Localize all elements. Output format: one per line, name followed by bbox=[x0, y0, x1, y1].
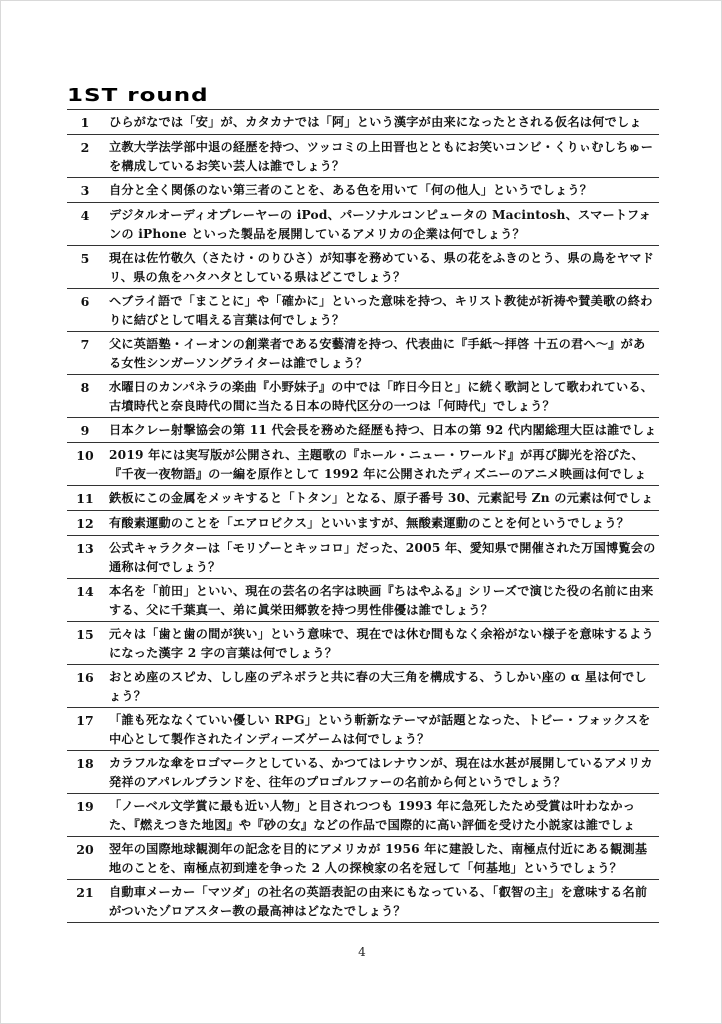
question-number: 17 bbox=[76, 713, 94, 728]
question-row bbox=[67, 486, 659, 511]
question-number: 6 bbox=[80, 294, 90, 309]
question-text: 父に英語塾・イーオンの創業者である安藝清を持つ、代表曲に『手紙～拝啓 十五の君へ～』がある女性シンガーソングライターは誰でしょう？ bbox=[109, 337, 646, 370]
question-number: 18 bbox=[76, 756, 94, 771]
question-text: デジタルオーディオプレーヤーの iPod、パーソナルコンピュータの Macintosh、スマートフォンの iPhone といった製品を展開しているアメリカの企業は何でしょう？ bbox=[109, 208, 652, 241]
question-text: 2019 年には実写版が公開され、主題歌の『ホール・ニュー・ワールド』が再び脚光を浴びた、『千夜一夜物語』の一編を原作として 1992 年に公開されたディズニーのアニメ映画は何でしょ bbox=[109, 448, 647, 481]
question-row bbox=[67, 794, 659, 837]
question-number: 9 bbox=[80, 423, 90, 438]
question-text: 立教大学法学部中退の経歴を持つ、ツッコミの上田晋也とともにお笑いコンビ・くりぃむしちゅーを構成しているお笑い芸人は誰でしょう？ bbox=[109, 140, 654, 173]
question-number: 8 bbox=[80, 380, 90, 395]
question-row bbox=[67, 751, 659, 794]
question-table bbox=[67, 109, 659, 923]
question-text: 公式キャラクターは「モリゾーとキッコロ」だった、2005 年、愛知県で開催された万国博覧会の通称は何でしょう？ bbox=[109, 541, 656, 574]
question-text: 現在は佐竹敬久（さたけ・のりひさ）が知事を務めている、県の花をふきのとう、県の鳥をヤマドリ、県の魚をハタハタとしている県はどこでしょう？ bbox=[109, 251, 655, 284]
question-text: 有酸素運動のことを「エアロビクス」といいますが、無酸素運動のことを何というでしょう？ bbox=[109, 516, 630, 530]
question-row bbox=[67, 443, 659, 486]
question-number: 16 bbox=[76, 670, 94, 685]
question-text: 「誰も死ななくていい優しい RPG」という斬新なテーマが話題となった、トビー・フォックスを中心として製作されたインディーズゲームは何でしょう？ bbox=[109, 713, 651, 746]
question-row bbox=[67, 880, 659, 923]
question-row bbox=[67, 375, 659, 418]
question-number: 21 bbox=[76, 885, 94, 900]
question-row bbox=[67, 203, 659, 246]
question-row bbox=[67, 665, 659, 708]
question-number: 5 bbox=[80, 251, 90, 266]
question-row bbox=[67, 622, 659, 665]
question-number: 7 bbox=[80, 337, 90, 352]
question-row bbox=[67, 246, 659, 289]
question-row bbox=[67, 418, 659, 443]
question-number: 3 bbox=[80, 183, 90, 198]
question-text: 本名を「前田」といい、現在の芸名の名字は映画『ちはやふる』シリーズで演じた役の名前に由来する、父に千葉真一、弟に眞栄田郷敦を持つ男性俳優は誰でしょう？ bbox=[109, 584, 654, 617]
question-row bbox=[67, 579, 659, 622]
question-row bbox=[67, 135, 659, 178]
question-text: ヘブライ語で「まことに」や「確かに」といった意味を持つ、キリスト教徒が祈祷や賛美歌の終わりに結びとして唱える言葉は何でしょう？ bbox=[109, 294, 653, 327]
question-row bbox=[67, 511, 659, 536]
page-number: 4 bbox=[358, 945, 366, 959]
question-number: 14 bbox=[76, 584, 94, 599]
question-number: 11 bbox=[76, 491, 94, 506]
question-number: 1 bbox=[80, 115, 90, 130]
question-text: 元々は「歯と歯の間が狭い」という意味で、現在では休む間もなく余裕がない様子を意味するようになった漢字 2 字の言葉は何でしょう？ bbox=[109, 627, 654, 660]
question-text: 日本クレー射撃協会の第 11 代会長を務めた経歴も持つ、日本の第 92 代内閣総理大臣は誰でしょ bbox=[109, 423, 657, 437]
question-text: 自分と全く関係のない第三者のことを、ある色を用いて「何の他人」というでしょう？ bbox=[109, 183, 593, 197]
question-row bbox=[67, 837, 659, 880]
question-text: ひらがなでは「安」が、カタカナでは「阿」という漢字が由来になったとされる仮名は何でしょ bbox=[109, 115, 642, 129]
question-text: 鉄板にこの金属をメッキすると「トタン」となる、原子番号 30、元素記号 Zn の元素は何でしょ bbox=[109, 491, 654, 505]
question-number: 13 bbox=[76, 541, 94, 556]
question-number: 20 bbox=[76, 842, 94, 857]
question-text: 翌年の国際地球観測年の記念を目的にアメリカが 1956 年に建設した、南極点付近にある観測基地のことを、南極点初到達を争った 2 人の探検家の名を冠して「何基地」というでしょう？ bbox=[109, 842, 648, 875]
question-text: 自動車メーカー「マツダ」の社名の英語表記の由来にもなっている、「叡智の主」を意味する名前がついたゾロアスター教の最高神はどなたでしょう？ bbox=[109, 885, 648, 918]
question-text: おとめ座のスピカ、しし座のデネボラと共に春の大三角を構成する、うしかい座の α 星は何でしょう？ bbox=[109, 670, 647, 703]
question-row bbox=[67, 178, 659, 203]
question-row bbox=[67, 536, 659, 579]
question-number: 4 bbox=[80, 208, 90, 223]
question-row bbox=[67, 110, 659, 135]
question-number: 15 bbox=[76, 627, 94, 642]
question-text: 「ノーベル文学賞に最も近い人物」と目されつつも 1993 年に急死したため受賞は叶わなかった、『燃えつきた地図』や『砂の女』などの作品で国際的に高い評価を受けた小説家は誰でしょ bbox=[109, 799, 636, 832]
question-number: 19 bbox=[76, 799, 94, 814]
question-text: 水曜日のカンパネラの楽曲『小野妹子』の中では「昨日今日と」に続く歌詞として歌われている、古墳時代と奈良時代の間に当たる日本の時代区分の一つは「何時代」でしょう？ bbox=[109, 380, 654, 413]
question-number: 2 bbox=[80, 140, 90, 155]
question-number: 12 bbox=[76, 516, 94, 531]
question-row bbox=[67, 289, 659, 332]
question-text: カラフルな傘をロゴマークとしている、かつてはレナウンが、現在は水甚が展開しているアメリカ発祥のアパレルブランドを、往年のプロゴルファーの名前から何というでしょう？ bbox=[109, 756, 653, 789]
question-row bbox=[67, 332, 659, 375]
question-row bbox=[67, 708, 659, 751]
question-number: 10 bbox=[76, 448, 94, 463]
round-title: 1ST round bbox=[67, 85, 209, 106]
